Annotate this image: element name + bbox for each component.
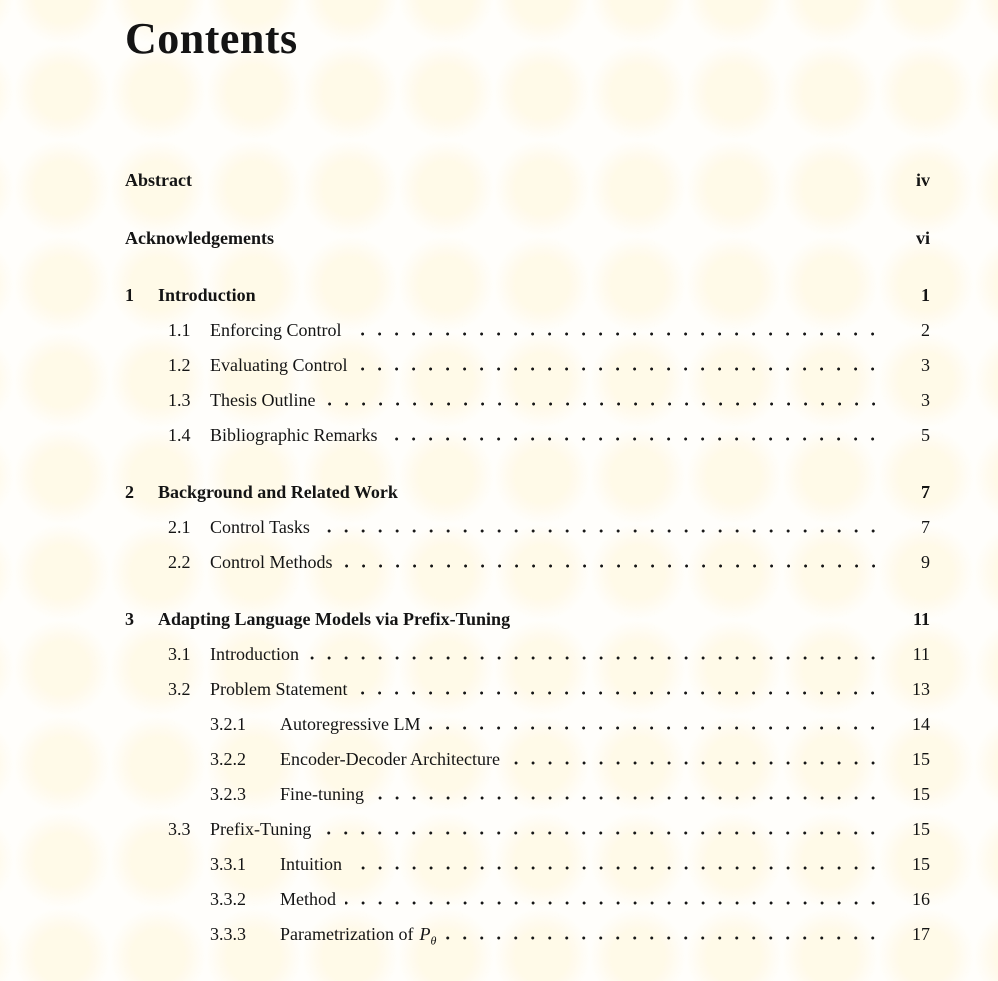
toc-row-subsection	[125, 882, 930, 917]
entry-number: 2.2	[168, 552, 191, 572]
dot-leader	[386, 418, 888, 453]
entry-title: Adapting Language Models via Prefix-Tuning	[158, 609, 511, 629]
toc-row-subsection	[125, 707, 930, 742]
entry-title: Problem Statement	[210, 679, 348, 699]
toc-row-chapter	[125, 278, 930, 313]
entry-title: Fine-tuning	[280, 784, 364, 804]
dot-leader	[308, 637, 888, 672]
entry-number: 3.3	[168, 819, 191, 839]
entry-title-text: Parametrization of	[280, 924, 414, 944]
entry-page: 7	[921, 517, 930, 537]
entry-number: 1.2	[168, 355, 191, 375]
entry-number: 3	[125, 609, 134, 629]
table-of-contents	[125, 0, 930, 952]
dot-leader	[350, 313, 888, 348]
entry-title: Background and Related Work	[158, 482, 398, 502]
entry-title: Enforcing Control	[210, 320, 342, 340]
entry-number: 1	[125, 285, 134, 305]
entry-page: 15	[912, 854, 930, 874]
dot-leader	[319, 510, 888, 545]
entry-title: Encoder-Decoder Architecture	[280, 749, 501, 769]
entry-page: 5	[921, 425, 930, 445]
entry-page: 3	[921, 355, 930, 375]
entry-title: Control Methods	[210, 552, 333, 572]
entry-page: 15	[912, 784, 930, 804]
dot-leader	[351, 847, 888, 882]
entry-page: 2	[921, 320, 930, 340]
entry-number: 2	[125, 482, 134, 502]
toc-row-subsection	[125, 742, 930, 777]
entry-number: 3.3.3	[210, 924, 246, 944]
toc-row-chapter	[125, 602, 930, 637]
toc-row-chapter	[125, 475, 930, 510]
entry-number: 3.2	[168, 679, 191, 699]
entry-number: 3.2.3	[210, 784, 246, 804]
dot-leader	[320, 812, 888, 847]
toc-row-section	[125, 637, 930, 672]
toc-row-subsection	[125, 847, 930, 882]
entry-page: 15	[912, 749, 930, 769]
dot-leader	[429, 707, 888, 742]
entry-title: Introduction	[158, 285, 256, 305]
toc-row-subsection	[125, 777, 930, 812]
dot-leader	[356, 672, 888, 707]
chapter-group-3	[125, 602, 930, 952]
entry-title: Acknowledgements	[125, 228, 274, 248]
entry-number: 2.1	[168, 517, 191, 537]
dot-leader	[445, 917, 888, 952]
page-title: Contents	[125, 14, 298, 63]
entry-title: Abstract	[125, 170, 192, 190]
toc-row-section	[125, 672, 930, 707]
dot-leader	[342, 545, 888, 580]
entry-page: vi	[915, 228, 930, 248]
entry-page: 16	[912, 889, 930, 909]
front-matter-list	[125, 163, 930, 256]
entry-number: 1.4	[168, 425, 191, 445]
entry-page: 7	[921, 482, 930, 502]
dot-leader	[345, 882, 888, 917]
toc-row-section	[125, 812, 930, 847]
entry-page: iv	[915, 170, 930, 190]
entry-page: 17	[912, 924, 930, 944]
entry-page: 9	[921, 552, 930, 572]
entry-title: Bibliographic Remarks	[210, 425, 378, 445]
entry-number: 3.2.1	[210, 714, 246, 734]
entry-title: Introduction	[210, 644, 299, 664]
toc-row-acknowledgements	[125, 221, 930, 256]
entry-title: Control Tasks	[210, 517, 310, 537]
entry-page: 11	[912, 644, 930, 664]
entry-title: Prefix-Tuning	[210, 819, 312, 839]
toc-row-section	[125, 383, 930, 418]
toc-row-section	[125, 418, 930, 453]
entry-number: 3.2.2	[210, 749, 246, 769]
entry-page: 11	[912, 609, 930, 629]
toc-row-section	[125, 313, 930, 348]
toc-row-section	[125, 510, 930, 545]
toc-row-subsection	[125, 917, 930, 952]
entry-title: Intuition	[280, 854, 342, 874]
entry-number: 3.3.1	[210, 854, 246, 874]
toc-row-section	[125, 348, 930, 383]
entry-number: 1.1	[168, 320, 191, 340]
entry-page: 14	[912, 714, 930, 734]
entry-number: 1.3	[168, 390, 191, 410]
entry-page: 15	[912, 819, 930, 839]
math-variable: P	[419, 924, 431, 944]
entry-title: Thesis Outline	[210, 390, 316, 410]
entry-title	[280, 917, 436, 959]
entry-title: Autoregressive LM	[280, 714, 421, 734]
math-subscript: θ	[430, 933, 437, 948]
dot-leader	[509, 742, 888, 777]
entry-number: 3.1	[168, 644, 191, 664]
entry-page: 13	[912, 679, 930, 699]
entry-title: Method	[280, 889, 336, 909]
entry-number: 3.3.2	[210, 889, 246, 909]
entry-page: 3	[921, 390, 930, 410]
chapter-group-2	[125, 475, 930, 580]
entry-page: 1	[921, 285, 930, 305]
dot-leader	[373, 777, 888, 812]
toc-row-abstract	[125, 163, 930, 198]
toc-row-section	[125, 545, 930, 580]
chapter-group-1	[125, 278, 930, 453]
entry-title: Evaluating Control	[210, 355, 348, 375]
dot-leader	[325, 383, 889, 418]
dot-leader	[356, 348, 888, 383]
